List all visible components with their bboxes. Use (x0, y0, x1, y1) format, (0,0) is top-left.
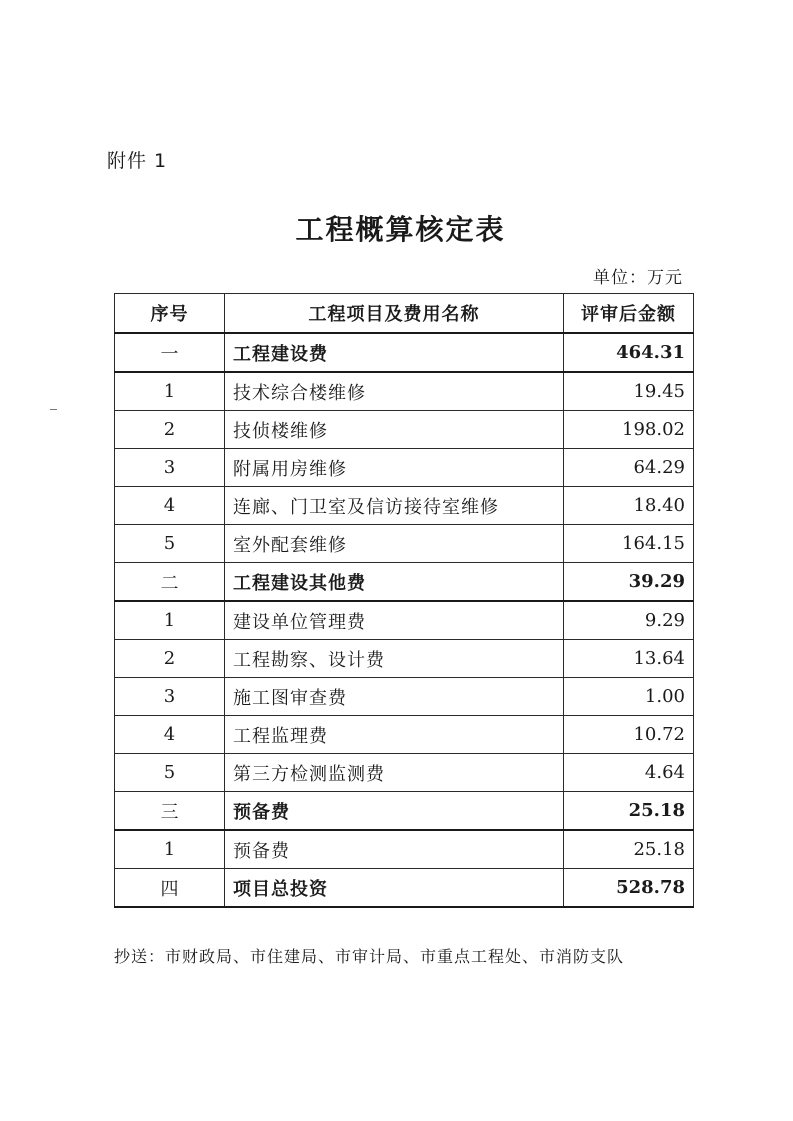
row-amount: 39.29 (564, 563, 694, 602)
attachment-label: 附件 1 (107, 150, 168, 172)
row-amount: 4.64 (564, 754, 694, 792)
row-amount: 25.18 (564, 830, 694, 869)
table-row (115, 640, 694, 678)
table-row (115, 678, 694, 716)
row-name: 建设单位管理费 (225, 601, 564, 640)
table-row (115, 487, 694, 525)
row-amount: 64.29 (564, 449, 694, 487)
row-amount: 18.40 (564, 487, 694, 525)
section-row (115, 333, 694, 372)
row-seq: 一 (115, 333, 225, 372)
row-name: 工程建设费 (225, 333, 564, 372)
row-amount: 25.18 (564, 792, 694, 831)
table-row (115, 525, 694, 563)
section-row (115, 869, 694, 908)
row-seq: 1 (115, 372, 225, 411)
table-header-row (115, 294, 694, 334)
row-seq: 2 (115, 411, 225, 449)
row-seq: 1 (115, 601, 225, 640)
row-amount: 528.78 (564, 869, 694, 908)
row-name: 预备费 (225, 830, 564, 869)
row-seq: 四 (115, 869, 225, 908)
header-seq: 序号 (115, 294, 225, 334)
row-name: 预备费 (225, 792, 564, 831)
table-row (115, 716, 694, 754)
row-amount: 19.45 (564, 372, 694, 411)
row-name: 施工图审查费 (225, 678, 564, 716)
budget-table-body (115, 333, 694, 907)
row-seq: 3 (115, 678, 225, 716)
header-amount: 评审后金额 (564, 294, 694, 334)
row-name: 技侦楼维修 (225, 411, 564, 449)
cc-line: 抄送：市财政局、市住建局、市审计局、市重点工程处、市消防支队 (114, 947, 625, 966)
table-row (115, 830, 694, 869)
table-row (115, 372, 694, 411)
row-amount: 13.64 (564, 640, 694, 678)
row-seq: 4 (115, 716, 225, 754)
row-seq: 5 (115, 754, 225, 792)
row-seq: 4 (115, 487, 225, 525)
row-name: 室外配套维修 (225, 525, 564, 563)
document-title: 工程概算核定表 (295, 213, 506, 246)
table-row (115, 449, 694, 487)
row-amount: 1.00 (564, 678, 694, 716)
row-seq: 3 (115, 449, 225, 487)
budget-table (114, 293, 694, 908)
row-name: 工程勘察、设计费 (225, 640, 564, 678)
row-amount: 164.15 (564, 525, 694, 563)
row-seq: 二 (115, 563, 225, 602)
row-seq: 1 (115, 830, 225, 869)
section-row (115, 563, 694, 602)
table-row (115, 601, 694, 640)
scan-mark (50, 409, 57, 410)
row-name: 技术综合楼维修 (225, 372, 564, 411)
row-amount: 464.31 (564, 333, 694, 372)
header-name: 工程项目及费用名称 (225, 294, 564, 334)
row-name: 工程监理费 (225, 716, 564, 754)
row-seq: 三 (115, 792, 225, 831)
row-name: 第三方检测监测费 (225, 754, 564, 792)
row-amount: 10.72 (564, 716, 694, 754)
table-row (115, 411, 694, 449)
row-amount: 198.02 (564, 411, 694, 449)
section-row (115, 792, 694, 831)
row-name: 附属用房维修 (225, 449, 564, 487)
unit-label: 单位：万元 (593, 268, 683, 288)
table-row (115, 754, 694, 792)
row-name: 项目总投资 (225, 869, 564, 908)
row-amount: 9.29 (564, 601, 694, 640)
row-name: 工程建设其他费 (225, 563, 564, 602)
row-seq: 5 (115, 525, 225, 563)
row-seq: 2 (115, 640, 225, 678)
row-name: 连廊、门卫室及信访接待室维修 (225, 487, 564, 525)
